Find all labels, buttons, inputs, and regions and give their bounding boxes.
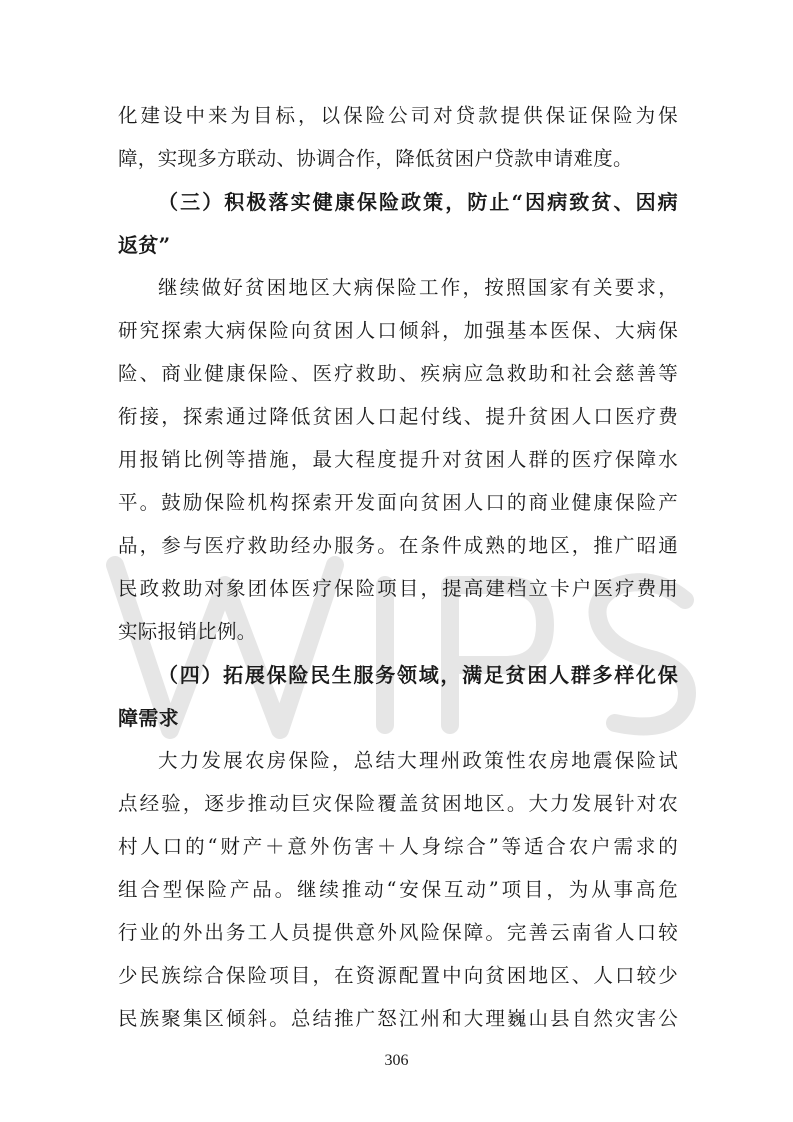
paragraph-1-line-8: 民政救助对象团体医疗保险项目，提高建档立卡户医疗费用	[118, 577, 678, 600]
paragraph-2-line-1: 大力发展农房保险，总结大理州政策性农房地震保险试	[158, 749, 678, 772]
section-heading-4-line-1: （四）拓展保险民生服务领域，满足贫困人群多样化保	[158, 663, 678, 687]
paragraph-2-line-3: 村人口的“财产＋意外伤害＋人身综合”等适合农户需求的	[118, 835, 678, 858]
paragraph-1-line-1: 继续做好贫困地区大病保险工作，按照国家有关要求，	[158, 276, 678, 299]
section-heading-3-line-1: （三）积极落实健康保险政策，防止“因病致贫、因病	[158, 190, 678, 214]
section-heading-4-line-2: 障需求	[118, 706, 179, 730]
body-line-1: 化建设中来为目标，以保险公司对贷款提供保证保险为保	[118, 104, 678, 127]
body-line-2: 障，实现多方联动、协调合作，降低贫困户贷款申请难度。	[118, 147, 633, 170]
paragraph-1-line-6: 平。鼓励保险机构探索开发面向贫困人口的商业健康保险产	[118, 491, 678, 514]
paragraph-1-line-9: 实际报销比例。	[118, 620, 257, 643]
page-number: 306	[384, 1052, 409, 1069]
paragraph-1-line-5: 用报销比例等措施，最大程度提升对贫困人群的医疗保障水	[118, 448, 678, 471]
paragraph-1-line-3: 险、商业健康保险、医疗救助、疾病应急救助和社会慈善等	[118, 362, 678, 385]
section-heading-3-line-2: 返贫”	[118, 233, 171, 257]
paragraph-1-line-2: 研究探索大病保险向贫困人口倾斜，加强基本医保、大病保	[118, 319, 678, 342]
paragraph-2-line-6: 少民族综合保险项目，在资源配置中向贫困地区、人口较少	[118, 964, 678, 987]
paragraph-1-line-7: 品，参与医疗救助经办服务。在条件成熟的地区，推广昭通	[118, 534, 678, 557]
paragraph-2-line-2: 点经验，逐步推动巨灾保险覆盖贫困地区。大力发展针对农	[118, 792, 678, 815]
paragraph-1-line-4: 衔接，探索通过降低贫困人口起付线、提升贫困人口医疗费	[118, 405, 678, 428]
paragraph-2-line-5: 行业的外出务工人员提供意外风险保障。完善云南省人口较	[118, 921, 678, 944]
paragraph-2-line-4: 组合型保险产品。继续推动“安保互动”项目，为从事高危	[118, 878, 678, 901]
paragraph-2-line-7: 民族聚集区倾斜。总结推广怒江州和大理巍山县自然灾害公	[118, 1007, 678, 1030]
